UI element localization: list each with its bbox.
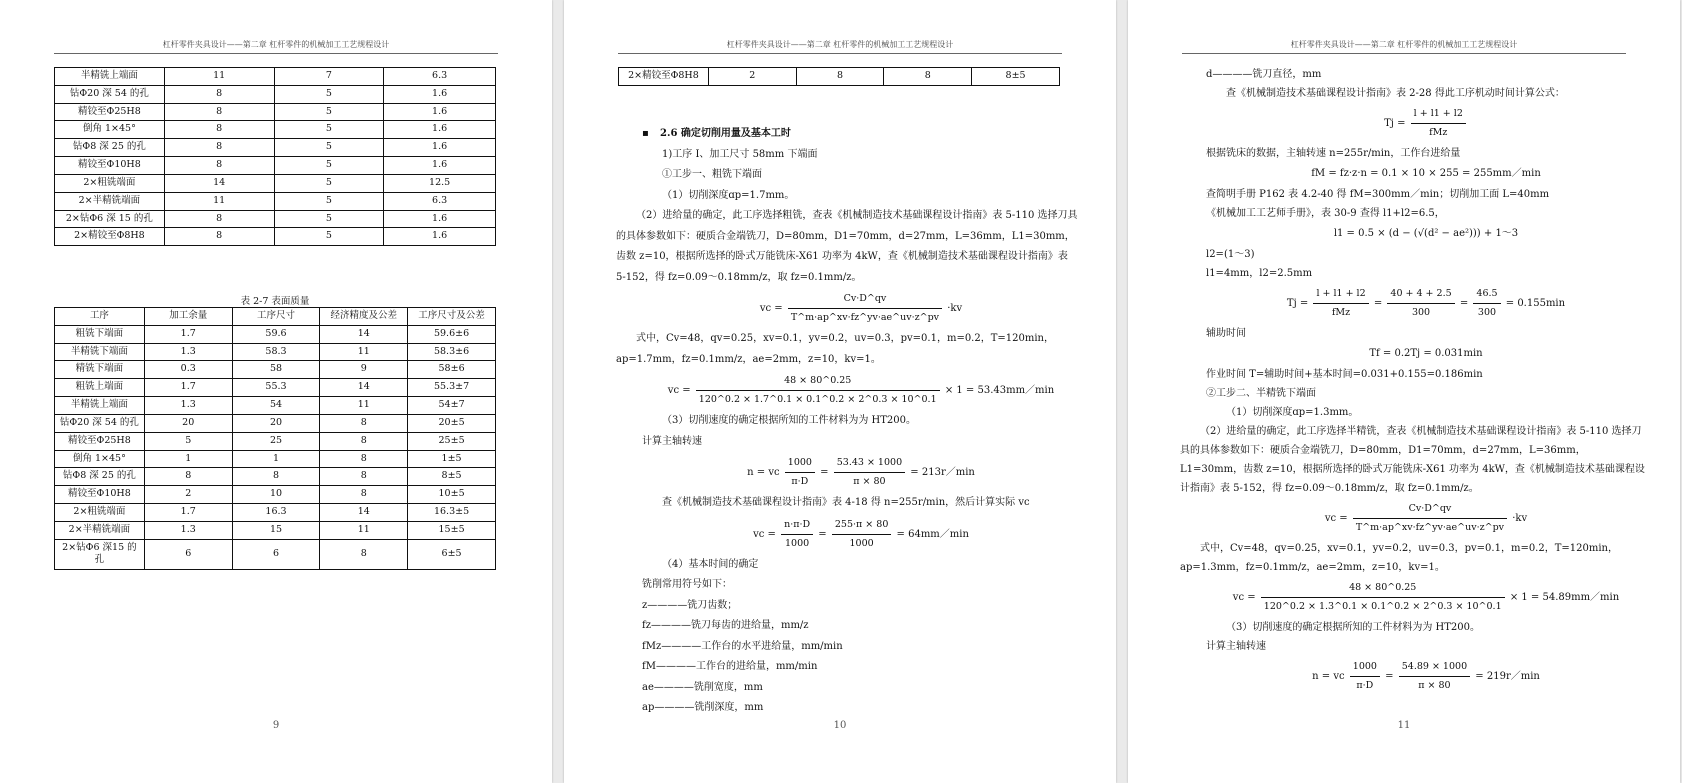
paragraph: 铣削常用符号如下： — [642, 579, 732, 590]
table-cell: 6.3 — [384, 68, 496, 86]
table-row — [55, 486, 496, 504]
paragraph: （2）进给量的确定，此工序选择粗铣，查表《机械制造技术基础课程设计指南》表 5-110 选择刀具的具体参数如下：硬质合金端铣刀，D=80mm，D1=70mm，d=27mm，L=36mm，L1=30mm，齿数 z=10，根据所选择的卧式万能铣床-X61 功率为 4kW，查《机械制造技术基础课程设计指南》表 5-152，得 fz=0.09～0.18mm/z，取 fz=0.1mm/z。 — [616, 210, 1078, 283]
table-row — [55, 539, 496, 570]
table-cell: 5 — [274, 139, 384, 157]
table-header-cell: 加工余量 — [144, 308, 232, 326]
paragraph: 作业时间 T=辅助时间+基本时间=0.031+0.155=0.186min — [1206, 369, 1483, 380]
table-cell: 11 — [320, 521, 408, 539]
table-cell: 12.5 — [384, 174, 496, 192]
formula-vc: vc = $\frac{Cv\cdot D\^{}qv}{T\^{}m\cdot ap\^{}xv\cdot fz\^{}yv\cdot ae\^{}uv\cdot z\^{}pv}$ ·kv — [1206, 500, 1646, 537]
table-cell: 1.6 — [384, 103, 496, 121]
formula-tj-value: Tj = $\frac{l + l1 + l2}{\text{fMz}}$ = $\frac{40 + 4 + 2.5}{300}$ = $\frac{46.5}{300}$ = 0.155min — [1206, 285, 1646, 322]
table-cell: 6±5 — [408, 539, 496, 570]
formula-l1: l1 = 0.5 × (d − (√(d² − ae²))) + 1～3 — [1333, 228, 1519, 239]
table-cell: 8 — [320, 414, 408, 432]
table-cell: 8 — [164, 121, 274, 139]
table-row — [55, 85, 496, 103]
table-cell: 精铣下端面 — [55, 361, 145, 379]
table-cell: 6 — [232, 539, 320, 570]
table-cell: 2×精铰至Φ8H8 — [55, 228, 165, 246]
formula-fm: fM = fz·z·n = 0.1 × 10 × 255 = 255mm／min — [1311, 168, 1541, 179]
table-cell: 1.6 — [384, 210, 496, 228]
table-row — [55, 361, 496, 379]
table-cell: 1.6 — [384, 85, 496, 103]
formula-tj: Tj = $\frac{l + l1 + l2}{\text{fMz}}$ — [1206, 105, 1646, 142]
table-cell: 5 — [144, 432, 232, 450]
table-cell: 2×精铰至Φ8H8 — [619, 68, 709, 86]
paragraph: fMz————工作台的水平进给量，mm/min — [642, 640, 843, 652]
table-cell: 1.7 — [144, 503, 232, 521]
table-cell: 11 — [320, 397, 408, 415]
paragraph: （3）切削速度的确定根据所知的工件材料为为 HT200。 — [1226, 622, 1481, 633]
page-number: 9 — [272, 720, 280, 731]
paragraph: 辅助时间 — [1206, 328, 1246, 339]
page-number: 10 — [833, 720, 847, 731]
formula-spindle-speed: n = vc $\frac{1000}{\pi\cdot D}$ = $\frac{53.43 \times 1000}{\pi \times 80}$ = 213r／min — [642, 454, 1080, 491]
table-cell: 58.3±6 — [408, 343, 496, 361]
paragraph: 式中，Cv=48，qv=0.25，xv=0.1，yv=0.2，uv=0.3，pv=0.1，m=0.2，T=120min，ap=1.3mm，fz=0.1mm/z，ae=2mm，z=10，kv=1。 — [1180, 543, 1618, 573]
table-cell: 倒角 1×45° — [55, 121, 165, 139]
table-cell: 2×半精铣端面 — [55, 192, 165, 210]
table-cell: 2×粗铣端面 — [55, 503, 145, 521]
table-row — [55, 521, 496, 539]
table-cell: 5 — [274, 103, 384, 121]
formula-spindle-speed: n = vc $\frac{1000}{\pi\cdot D}$ = $\frac{54.89 \times 1000}{\pi \times 80}$ = 219r／min — [1206, 658, 1646, 695]
table-cell: 58 — [232, 361, 320, 379]
table-row — [55, 343, 496, 361]
table-cell: 半精铣下端面 — [55, 343, 145, 361]
paragraph: l1=4mm，l2=2.5mm — [1206, 268, 1313, 279]
table-cell: 8 — [164, 103, 274, 121]
paragraph: ②工步二、半精铣下端面 — [1206, 388, 1316, 399]
table-cell: 2×半精铣端面 — [55, 521, 145, 539]
table-cell: 1.6 — [384, 139, 496, 157]
table-cell: 5 — [274, 157, 384, 175]
table-cell: 5 — [274, 192, 384, 210]
table-cell: 6 — [144, 539, 232, 570]
table-cell: 55.3±7 — [408, 379, 496, 397]
paragraph: l2=(1～3) — [1206, 249, 1255, 260]
table-cell: 58±6 — [408, 361, 496, 379]
table-cell: 1 — [144, 450, 232, 468]
formula-actual-vc: vc = $\frac{n\cdot\pi\cdot D}{1000}$ = $\frac{255\cdot\pi \times 80}{1000}$ = 64mm／min — [642, 516, 1080, 553]
table-cell: 1.3 — [144, 521, 232, 539]
table-row — [55, 174, 496, 192]
table-cell: 钻Φ20 深 54 的孔 — [55, 85, 165, 103]
table-row — [55, 103, 496, 121]
table-cell: 14 — [320, 325, 408, 343]
table-cell: 25 — [232, 432, 320, 450]
paragraph: 计算主轴转速 — [642, 435, 702, 447]
paragraph: ①工步一、粗铣下端面 — [662, 169, 762, 180]
table-cell: 11 — [164, 192, 274, 210]
table-cell: 16.3±5 — [408, 503, 496, 521]
table-header-cell: 工序 — [55, 308, 145, 326]
table-row — [55, 503, 496, 521]
table-row — [619, 68, 1060, 86]
table-cell: 粗铣上端面 — [55, 379, 145, 397]
table-cell: 5 — [274, 85, 384, 103]
page-header — [618, 39, 1062, 54]
table-cell: 9 — [320, 361, 408, 379]
table-cell: 6.3 — [384, 192, 496, 210]
table-row — [55, 210, 496, 228]
formula-tf: Tf = 0.2Tj = 0.031min — [1369, 348, 1483, 359]
process-table-tail — [618, 67, 1060, 86]
paragraph: （1）切削深度ɑp=1.3mm。 — [1226, 407, 1359, 418]
table-cell: 10 — [232, 486, 320, 504]
page-header — [54, 39, 498, 54]
section-heading: ▪ 2.6 确定切削用量及基本工时 — [642, 128, 791, 139]
paragraph: z————铣刀齿数； — [642, 599, 738, 611]
table-cell: 14 — [320, 503, 408, 521]
page2-body — [616, 124, 1080, 719]
table-cell: 精铰至Φ25H8 — [55, 103, 165, 121]
table-cell: 11 — [164, 68, 274, 86]
formula-vc: vc = $\frac{Cv\cdot D\^{}qv}{T\^{}m\cdot ap\^{}xv\cdot fz\^{}yv\cdot ae\^{}uv\cdot z\^{}pv}$ ·kv — [642, 290, 1080, 327]
table-cell: 钻Φ8 深 25 的孔 — [55, 139, 165, 157]
table-cell: 8±5 — [408, 468, 496, 486]
table-row — [55, 450, 496, 468]
page3-body — [1180, 65, 1646, 697]
paragraph: 式中，Cv=48，qv=0.25，xv=0.1，yv=0.2，uv=0.3，pv=0.1，m=0.2，T=120min，ap=1.7mm，fz=0.1mm/z，ae=2mm，z=10，kv=1。 — [616, 333, 1054, 365]
table-cell: 1 — [232, 450, 320, 468]
table-cell: 1.6 — [384, 157, 496, 175]
paragraph: 查《机械制造技术基础课程设计指南》表 4-18 得 n=255r/min，然后计算实际 vc — [662, 497, 1030, 508]
document-page-9 — [0, 0, 552, 783]
table-cell: 1.6 — [384, 228, 496, 246]
table-row — [55, 432, 496, 450]
table-cell: 54±7 — [408, 397, 496, 415]
table-cell: 1.7 — [144, 325, 232, 343]
paragraph: （2）进给量的确定，此工序选择半精铣，查表《机械制造技术基础课程设计指南》表 5-110 选择刀具的具体参数如下：硬质合金端铣刀，D=80mm，D1=70mm，d=27mm，L=36mm，L1=30mm，齿数 z=10，根据所选择的卧式万能铣床-X61 功率为 4kW，查《机械制造技术基础课程设计指南》表 5-152，得 fz=0.09～0.18mm/z，取 fz=0.1mm/z。 — [1180, 426, 1645, 494]
table-cell: 1.7 — [144, 379, 232, 397]
table-cell: 10±5 — [408, 486, 496, 504]
table-cell: 精铰至Φ25H8 — [55, 432, 145, 450]
formula-vc-value: vc = $\frac{48 \times 80\^{}0.25}{120\^{}0.2 \times 1.7\^{}0.1 \times 0.1\^{}0.2 \times 2\^{}0.3 \times 10\^{}0.1}$ × 1 = 53.43mm／min — [642, 372, 1080, 409]
table-row — [55, 157, 496, 175]
table-row — [55, 139, 496, 157]
page-number: 11 — [1397, 720, 1411, 731]
table-cell: 20±5 — [408, 414, 496, 432]
document-page-10 — [564, 0, 1116, 783]
table-header-cell: 经济精度及公差 — [320, 308, 408, 326]
table-cell: 精铰至Φ10H8 — [55, 157, 165, 175]
surface-quality-table — [54, 307, 496, 570]
table-cell: 1.6 — [384, 121, 496, 139]
table-row — [55, 228, 496, 246]
table-cell: 15±5 — [408, 521, 496, 539]
table-cell: 0.3 — [144, 361, 232, 379]
table-cell: 8 — [320, 486, 408, 504]
table-header-cell: 工序尺寸及公差 — [408, 308, 496, 326]
paragraph: 《机械加工工艺师手册》，表 30-9 查得 l1+l2=6.5， — [1206, 208, 1445, 219]
header-text: 杠杆零件夹具设计——第二章 杠杆零件的机械加工工艺规程设计 — [726, 40, 954, 49]
formula-vc-value: vc = $\frac{48 \times 80\^{}0.25}{120\^{}0.2 \times 1.3\^{}0.1 \times 0.1\^{}0.2 \times 2\^{}0.3 \times 10\^{}0.1}$ × 1 = 54.89mm／min — [1206, 579, 1646, 616]
table-cell: 8 — [320, 450, 408, 468]
table-cell: 20 — [144, 414, 232, 432]
table-cell: 55.3 — [232, 379, 320, 397]
table-cell: 8 — [884, 68, 972, 86]
table-cell: 2 — [708, 68, 796, 86]
table-row — [55, 192, 496, 210]
table-cell: 59.6 — [232, 325, 320, 343]
paragraph: 查《机械制造技术基础课程设计指南》表 2-28 得此工序机动时间计算公式： — [1226, 88, 1565, 99]
paragraph: fM————工作台的进给量，mm/min — [642, 661, 818, 672]
table-cell: 11 — [320, 343, 408, 361]
table-caption: 表 2-7 表面质量 — [240, 296, 310, 307]
table-cell: 7 — [274, 68, 384, 86]
table-cell: 25±5 — [408, 432, 496, 450]
paragraph: 计算主轴转速 — [1206, 641, 1266, 652]
table-cell: 59.6±6 — [408, 325, 496, 343]
table-cell: 钻Φ20 深 54 的孔 — [55, 414, 145, 432]
table-cell: 8 — [232, 468, 320, 486]
table-cell: 58.3 — [232, 343, 320, 361]
table-row — [55, 379, 496, 397]
paragraph: 根据铣床的数据，主轴转速 n=255r/min，工作台进给量 — [1206, 148, 1461, 159]
table-cell: 2×粗铣端面 — [55, 174, 165, 192]
table-cell: 倒角 1×45° — [55, 450, 145, 468]
table-cell: 5 — [274, 174, 384, 192]
table-cell: 8 — [320, 468, 408, 486]
document-page-11 — [1128, 0, 1680, 783]
table-cell: 14 — [164, 174, 274, 192]
table-cell: 5 — [274, 228, 384, 246]
table-row — [55, 468, 496, 486]
page-header — [1182, 39, 1626, 54]
paragraph: （4）基本时间的确定 — [662, 558, 759, 570]
table-cell: 半精铣上端面 — [55, 397, 145, 415]
table-row — [55, 414, 496, 432]
header-text: 杠杆零件夹具设计——第二章 杠杆零件的机械加工工艺规程设计 — [162, 40, 390, 49]
process-table-continued — [54, 67, 496, 246]
table-row — [55, 121, 496, 139]
table-cell: 2 — [144, 486, 232, 504]
table-cell: 14 — [320, 379, 408, 397]
table-cell: 5 — [274, 210, 384, 228]
table-cell: 8 — [164, 139, 274, 157]
table-cell: 5 — [274, 121, 384, 139]
paragraph: d————铣刀直径，mm — [1206, 69, 1322, 80]
paragraph: 查简明手册 P162 表 4.2-40 得 fM=300mm／min；切削加工面 L=40mm — [1206, 189, 1550, 200]
table-cell: 8 — [796, 68, 884, 86]
table-cell: 8 — [164, 85, 274, 103]
table-cell: 54 — [232, 397, 320, 415]
header-text: 杠杆零件夹具设计——第二章 杠杆零件的机械加工工艺规程设计 — [1290, 40, 1518, 49]
table-cell: 15 — [232, 521, 320, 539]
paragraph: （1）切削深度ɑp=1.7mm。 — [662, 189, 795, 201]
table-header-cell: 工序尺寸 — [232, 308, 320, 326]
table-cell: 1±5 — [408, 450, 496, 468]
table-cell: 20 — [232, 414, 320, 432]
table-cell: 2×钻Φ6 深15 的孔 — [55, 539, 145, 570]
table-row — [55, 397, 496, 415]
table-cell: 1.3 — [144, 343, 232, 361]
table-cell: 钻Φ8 深 25 的孔 — [55, 468, 145, 486]
table-cell: 16.3 — [232, 503, 320, 521]
table-cell: 8±5 — [972, 68, 1060, 86]
paragraph: ap————铣削深度，mm — [642, 702, 764, 713]
table-cell: 8 — [320, 539, 408, 570]
paragraph: fz————铣刀每齿的进给量，mm/z — [642, 620, 809, 631]
table-cell: 1.3 — [144, 397, 232, 415]
table-cell: 8 — [164, 228, 274, 246]
table-cell: 2×钻Φ6 深 15 的孔 — [55, 210, 165, 228]
paragraph: 1)工序 I、加工尺寸 58mm 下端面 — [662, 148, 818, 160]
table-cell: 粗铣下端面 — [55, 325, 145, 343]
table-cell: 精铰至Φ10H8 — [55, 486, 145, 504]
table-row — [55, 325, 496, 343]
table-row — [55, 68, 496, 86]
table-cell: 8 — [164, 157, 274, 175]
table-cell: 8 — [144, 468, 232, 486]
paragraph: ae————铣削宽度，mm — [642, 681, 763, 693]
table-cell: 8 — [320, 432, 408, 450]
table-cell: 8 — [164, 210, 274, 228]
table-cell: 半精铣上端面 — [55, 68, 165, 86]
paragraph: （3）切削速度的确定根据所知的工件材料为为 HT200。 — [662, 415, 917, 426]
